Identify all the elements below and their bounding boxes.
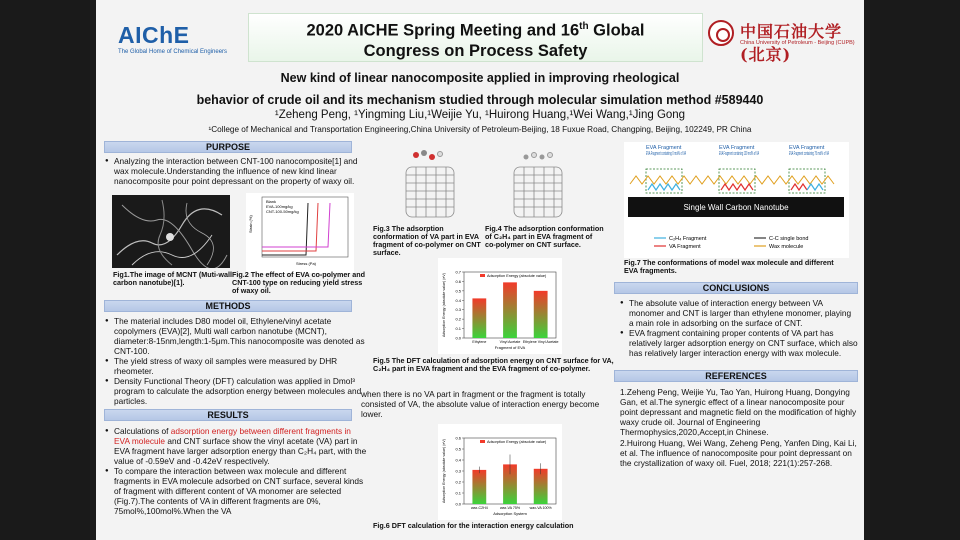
fig5-ytick-label: 0.4 <box>455 297 461 303</box>
conference-title-line2: Congress on Process Safety <box>363 41 588 60</box>
poster <box>96 0 864 540</box>
fig5-caption: Fig.5 The DFT calculation of adsorption energy on CNT surface for VA, C₂H₄ part in EVA fragment and the EVA fragment of co-polymer. <box>373 356 614 373</box>
fig5-chart <box>438 258 562 354</box>
results-item: ● To compare the interaction between wax molecule and different fragments in EVA molecule adsorbed on CNT surface, several kinds of fragment with different content of VA monomer are selected (Fig.7).The contents of VA in different fragments are 0%, 75mol%,100mol%.When the VA <box>105 466 367 516</box>
cup-emblem-icon <box>708 20 734 46</box>
aiche-logo-tagline: The Global Home of Chemical Engineers <box>118 49 228 55</box>
fig7-label-1: EVA Fragment containing 100 mol% of VA <box>719 151 760 157</box>
fig6-xlabel: Adsorption System <box>493 511 527 516</box>
fig5-category-label: Ethylene <box>472 340 487 344</box>
fig6-ytick-label: 0.4 <box>455 457 461 463</box>
fig4-image <box>504 145 574 220</box>
references-heading: REFERENCES <box>614 370 858 382</box>
mcnt-tem-image <box>112 195 230 268</box>
results-heading: RESULTS <box>104 409 352 421</box>
aiche-logo <box>118 22 230 58</box>
fig7-label-0: EVA Fragment containing 0 mol% of VA <box>646 151 687 157</box>
fig3-caption: Fig.3 The adsorption conformation of VA part in EVA fragment of co-polymer on CNT surface. <box>373 224 481 257</box>
fig2-xlabel: Stress (Pa) <box>296 261 317 266</box>
fig6-legend-swatch <box>480 440 485 443</box>
fig5-legend-label: Adsorption Energy (absolute value) <box>487 274 547 278</box>
purpose-item: ● Analyzing the interaction between CNT-100 nanocomposite[1] and wax molecule.Understanding the influence of new kind linear nanocomposite pour point depressant on the property of waxy oil. <box>105 156 369 186</box>
cup-logo <box>708 16 858 64</box>
fig6-ytick-label: 0.1 <box>455 490 461 496</box>
fig5-ytick-label: 0.5 <box>455 288 461 294</box>
fig2-legend-2: CNT-100-50mg/kg <box>266 209 299 214</box>
methods-item: ● The material includes D80 model oil, Ethylene/vinyl acetate copolymers (EVA)[2], Multi wall carbon nanotube (MCNT), diameter:8-15nm,length:1-5μm.This nanocomposite was denoted as CNT-100. <box>105 316 367 356</box>
fig2-caption: Fig.2 The effect of EVA co-polymer and CNT-100 type on reducing yield stress of waxy oil. <box>232 270 365 295</box>
paper-title-line2: behavior of crude oil and its mechanism studied through molecular simulation method #589440 <box>196 93 764 107</box>
fig5-category-label: Ethylene Vinyl Acetate <box>522 340 559 344</box>
fig2-yield-plot <box>246 193 354 273</box>
conclusions-item: ● EVA fragment containing proper contents of VA part has relatively larger adsorption energy on CNT surface, which also has relatively larger interaction energy with wax molecule. <box>620 328 858 358</box>
fig5-legend-swatch <box>480 274 485 277</box>
fig6-bar <box>472 470 486 504</box>
conference-title-line1: 2020 AICHE Spring Meeting and 16th Global <box>306 21 645 40</box>
references-text <box>620 387 858 468</box>
fig7-band-label: Single Wall Carbon Nanotube <box>683 203 789 212</box>
fig3-image <box>396 145 466 220</box>
fig7-legend-0: C₂H₄ Fragment <box>669 236 707 242</box>
fig7-label-1-line1: EVA Fragment <box>719 145 755 151</box>
fig4-caption: Fig.4 The adsorption conformation of C₂H₄ part in EVA fragment of co-polymer on CNT surface. <box>485 224 604 249</box>
fig6-caption: Fig.6 DFT calculation for the interaction energy calculation <box>373 521 574 530</box>
fig5-ylabel: Adsorption Energy (absolute value) (eV) <box>442 273 446 337</box>
fig6-category-label: wax-VA 100% <box>529 506 552 510</box>
conclusions-text <box>620 298 858 358</box>
fig5-category-label: Vinyl Acetate <box>499 340 521 344</box>
fig6-ylabel: Adsorption Energy (absolute value) (eV) <box>442 439 446 503</box>
fig5-ytick-label: 0.1 <box>455 326 461 332</box>
fig7-conformation-diagram <box>624 142 849 258</box>
conference-title <box>248 13 703 62</box>
fig7-diagram <box>624 142 849 258</box>
fig7-label-2: EVA Fragment containing 75 mol% of VA <box>789 151 830 157</box>
reference-item: 1.Zeheng Peng, Weijie Yu, Tao Yan, Huirong Huang, Dongying Gan, et al.The synergic effect of a linear nanocomposite pour point depressant and magnetic field on the modification of highly waxy crude oil. Journal of Engineering Thermophysics,2020,Accept,in Chinese. <box>620 387 857 437</box>
methods-heading: METHODS <box>104 300 352 312</box>
fig5-ytick-label: 0.2 <box>455 316 461 322</box>
aiche-logo-word: AIChE <box>118 22 190 48</box>
fig6-ytick-label: 0.2 <box>455 479 461 485</box>
reference-item: 2.Huirong Huang, Wei Wang, Zeheng Peng, Yanfen Ding, Kai Li, et al. The influence of nanocomposite pour point depressant on the crystallization of waxy oil. Fuel, 2018; 221(1):257-268. <box>620 438 857 468</box>
fig2-ylabel: Strain (%) <box>248 215 253 233</box>
results-item: ● Calculations of adsorption energy between different fragments in EVA molecule and CNT surface show the vinyl acetate (VA) part in EVA fragment have larger adsorption energy than C₂H₄ part, with the value of -0.59eV and -0.42eV respectively. <box>105 426 367 466</box>
cup-logo-english: China University of Petroleum - Beijing (CUPB) <box>740 40 855 46</box>
purpose-heading: PURPOSE <box>104 141 352 153</box>
results-text <box>105 426 367 516</box>
fig2-chart <box>246 193 354 273</box>
fig6-category-label: wax-C2H4 <box>470 506 488 510</box>
fig5-bar <box>472 298 486 338</box>
fig7-label-0-line1: EVA Fragment <box>646 145 682 151</box>
fig6-ytick-label: 0.3 <box>455 468 461 474</box>
fig6-category-label: wax-VA 75% <box>499 506 521 510</box>
fig4-nanotube-c2h4 <box>504 145 574 220</box>
fig5-ytick-label: 0.0 <box>455 335 461 341</box>
fig1-caption: Fig1.The image of MCNT (Muti-wall carbon nanotube)[1]. <box>113 270 232 287</box>
fig7-caption: Fig.7 The conformations of model wax molecule and different EVA fragments. <box>624 258 834 275</box>
fig7-legend-3: Wax molecule <box>769 244 804 250</box>
methods-item: ● The yield stress of waxy oil samples were measured by DHR rheometer. <box>105 356 367 376</box>
affiliation: ¹College of Mechanical and Transportation Engineering,China University of Petroleum-Beijing, 18 Fuxue Road, Changping, Beijing, 102249, PR China <box>208 125 752 134</box>
fig7-legend-2: VA Fragment <box>669 244 701 250</box>
fig2-legend-0: Blank <box>266 199 277 204</box>
fig7-legend-1: C-C single bond <box>769 236 809 242</box>
fig1-mcnt-image <box>112 195 230 268</box>
middle-text: when there is no VA part in fragment or the fragment is totally consisted of VA, the absolute value of interaction energy become lower. <box>361 389 600 419</box>
fig5-ytick-label: 0.7 <box>455 269 461 275</box>
fig6-bar-chart <box>438 424 562 520</box>
cup-logo-chinese: 中国石油大学(北京) <box>740 22 843 64</box>
purpose-text <box>105 156 369 186</box>
fig5-xlabel: Fragment of EVA <box>494 345 526 350</box>
fig5-ytick-label: 0.6 <box>455 278 461 284</box>
fig6-chart <box>438 424 562 520</box>
methods-item: ● Density Functional Theory (DFT) calculation was applied in Dmol³ program to calculate the adsorption energy between molecules and particles. <box>105 376 367 406</box>
fig5-bar <box>534 291 548 338</box>
conclusions-item: ● The absolute value of interaction energy between VA monomer and CNT is larger than ethylene monomer, playing a main role in adsorbing on the surface of CNT. <box>620 298 858 328</box>
fig7-label-2-line1: EVA Fragment <box>789 145 825 151</box>
results-highlight: adsorption energy between different fragments in EVA molecule <box>114 426 351 446</box>
conclusions-heading: CONCLUSIONS <box>614 282 858 294</box>
fig6-legend-label: Adsorption Energy (absolute value) <box>487 440 547 444</box>
authors: ¹Zeheng Peng, ¹Yingming Liu,¹Weijie Yu, ¹Huirong Huang,¹Wei Wang,¹Jing Gong <box>274 109 686 121</box>
fig5-bar <box>503 282 517 338</box>
paper-title-line1: New kind of linear nanocomposite applied in improving rheological <box>280 71 680 85</box>
fig5-ytick-label: 0.3 <box>455 307 461 313</box>
fig2-legend-1: EVA-100mg/kg <box>266 204 293 209</box>
fig5-bar-chart <box>438 258 562 354</box>
fig6-ytick-label: 0.6 <box>455 435 461 441</box>
fig6-ytick-label: 0.5 <box>455 446 461 452</box>
fig6-ytick-label: 0.0 <box>455 501 461 507</box>
methods-text <box>105 316 367 406</box>
fig3-nanotube-va <box>396 145 466 220</box>
